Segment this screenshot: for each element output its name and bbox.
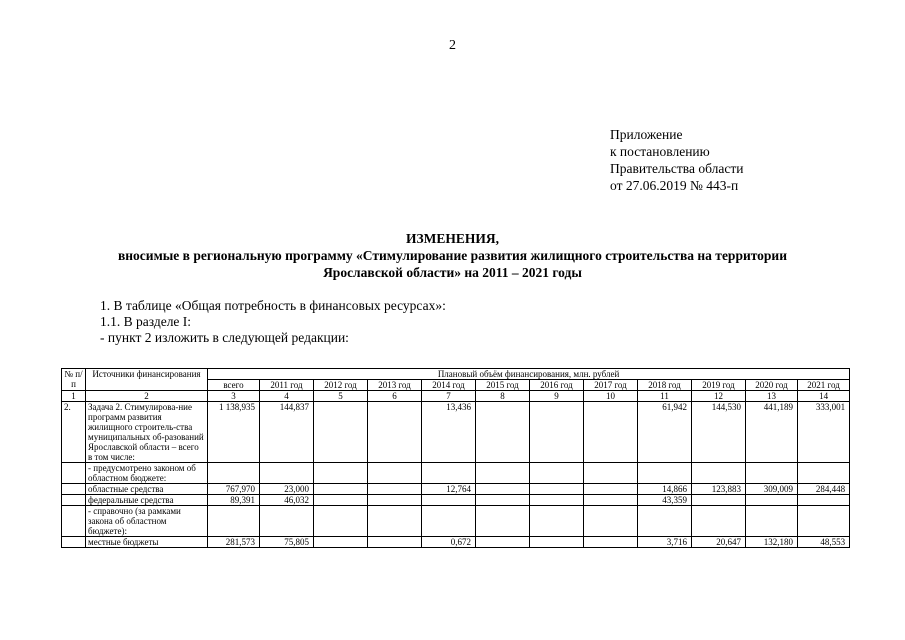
funding-value: 767,970 — [208, 484, 260, 495]
header-year: 2012 год — [314, 380, 368, 391]
funding-value — [260, 463, 314, 484]
funding-value — [584, 402, 638, 463]
funding-value — [208, 506, 260, 537]
header-year: 2018 год — [638, 380, 692, 391]
column-number: 5 — [314, 391, 368, 402]
funding-value: 89,391 — [208, 495, 260, 506]
column-number: 11 — [638, 391, 692, 402]
header-year: 2021 год — [798, 380, 850, 391]
column-number: 6 — [368, 391, 422, 402]
table-row — [62, 402, 850, 463]
funding-value — [798, 495, 850, 506]
funding-value: 333,001 — [798, 402, 850, 463]
funding-value — [746, 495, 798, 506]
funding-value — [692, 495, 746, 506]
funding-value: 75,805 — [260, 537, 314, 548]
header-year: 2013 год — [368, 380, 422, 391]
appendix-line: к постановлению — [610, 144, 710, 159]
header-year: 2020 год — [746, 380, 798, 391]
funding-value — [476, 484, 530, 495]
header-no: № п/п — [62, 369, 86, 391]
funding-value — [422, 463, 476, 484]
document-title — [40, 230, 865, 281]
funding-value — [584, 484, 638, 495]
column-number: 7 — [422, 391, 476, 402]
paragraph: 1. В таблице «Общая потребность в финансовых ресурсах»: — [100, 298, 446, 313]
header-year: 2019 год — [692, 380, 746, 391]
funding-value: 13,436 — [422, 402, 476, 463]
funding-value — [476, 506, 530, 537]
table-row — [62, 495, 850, 506]
funding-value: 20,647 — [692, 537, 746, 548]
appendix-line: Правительства области — [610, 161, 744, 176]
column-number-row — [62, 391, 850, 402]
appendix-line: Приложение — [610, 127, 683, 142]
funding-value: 284,448 — [798, 484, 850, 495]
funding-value — [584, 463, 638, 484]
funding-value — [584, 506, 638, 537]
funding-source: областные средства — [86, 484, 208, 495]
row-number — [62, 463, 86, 484]
column-number: 1 — [62, 391, 86, 402]
header-year: 2011 год — [260, 380, 314, 391]
funding-value — [314, 506, 368, 537]
funding-value — [314, 463, 368, 484]
funding-value: 3,716 — [638, 537, 692, 548]
funding-value — [798, 506, 850, 537]
funding-value — [692, 506, 746, 537]
funding-value — [692, 463, 746, 484]
table-row — [62, 506, 850, 537]
financing-table — [61, 368, 850, 548]
table-row — [62, 484, 850, 495]
funding-value — [314, 484, 368, 495]
page-number: 2 — [449, 38, 456, 53]
funding-value — [368, 402, 422, 463]
funding-value — [530, 506, 584, 537]
paragraph: 1.1. В разделе I: — [100, 314, 192, 329]
row-number — [62, 506, 86, 537]
header-year: 2016 год — [530, 380, 584, 391]
funding-value: 43,359 — [638, 495, 692, 506]
column-number: 10 — [584, 391, 638, 402]
funding-source: федеральные средства — [86, 495, 208, 506]
paragraphs — [100, 298, 446, 346]
funding-value — [260, 506, 314, 537]
funding-value: 61,942 — [638, 402, 692, 463]
funding-value — [530, 537, 584, 548]
funding-value: 1 138,935 — [208, 402, 260, 463]
funding-value: 0,672 — [422, 537, 476, 548]
funding-value — [476, 402, 530, 463]
table-row — [62, 537, 850, 548]
title-line: вносимые в региональную программу «Стимулирование развития жилищного строительства на территории — [117, 248, 787, 263]
funding-value — [476, 537, 530, 548]
title-line: Ярославской области» на 2011 – 2021 годы — [323, 265, 582, 280]
funding-value — [208, 463, 260, 484]
funding-source: - справочно (за рамками закона об областном бюджете): — [86, 506, 208, 537]
header-year: всего — [208, 380, 260, 391]
column-number: 12 — [692, 391, 746, 402]
header-planned: Плановый объём финансирования, млн. рублей — [208, 369, 850, 380]
funding-value — [314, 537, 368, 548]
funding-value: 123,883 — [692, 484, 746, 495]
column-number: 14 — [798, 391, 850, 402]
funding-value: 441,189 — [746, 402, 798, 463]
row-number — [62, 484, 86, 495]
funding-value — [530, 484, 584, 495]
funding-value — [638, 506, 692, 537]
appendix-line: от 27.06.2019 № 443-п — [610, 178, 739, 193]
header-source: Источники финансирования — [86, 369, 208, 391]
funding-value — [746, 506, 798, 537]
funding-value — [368, 463, 422, 484]
funding-value — [476, 495, 530, 506]
funding-value: 281,573 — [208, 537, 260, 548]
funding-value — [368, 484, 422, 495]
paragraph: - пункт 2 изложить в следующей редакции: — [100, 330, 349, 345]
funding-value — [584, 495, 638, 506]
column-number: 3 — [208, 391, 260, 402]
funding-value — [530, 463, 584, 484]
row-number: 2. — [62, 402, 86, 463]
funding-value: 309,009 — [746, 484, 798, 495]
funding-source: Задача 2. Стимулирова-ние программ развития жилищного строитель-ства муниципальных об-разований Ярославской области – всего в том числе: — [86, 402, 208, 463]
funding-value — [530, 495, 584, 506]
funding-value: 23,000 — [260, 484, 314, 495]
funding-source: местные бюджеты — [86, 537, 208, 548]
column-number: 4 — [260, 391, 314, 402]
header-year: 2015 год — [476, 380, 530, 391]
funding-value: 144,530 — [692, 402, 746, 463]
funding-value — [368, 495, 422, 506]
header-year: 2014 год — [422, 380, 476, 391]
header-row — [62, 369, 850, 380]
funding-value — [746, 463, 798, 484]
funding-value — [530, 402, 584, 463]
funding-value — [584, 537, 638, 548]
funding-value — [368, 506, 422, 537]
funding-value — [422, 495, 476, 506]
funding-value: 46,032 — [260, 495, 314, 506]
funding-value — [314, 402, 368, 463]
funding-value: 14,866 — [638, 484, 692, 495]
funding-source: - предусмотрено законом об областном бюджете: — [86, 463, 208, 484]
funding-value: 12,764 — [422, 484, 476, 495]
funding-value — [422, 506, 476, 537]
funding-value: 48,553 — [798, 537, 850, 548]
table-row — [62, 463, 850, 484]
row-number — [62, 537, 86, 548]
column-number: 9 — [530, 391, 584, 402]
funding-value — [314, 495, 368, 506]
funding-value: 132,180 — [746, 537, 798, 548]
row-number — [62, 495, 86, 506]
header-year: 2017 год — [584, 380, 638, 391]
funding-value — [638, 463, 692, 484]
column-number: 8 — [476, 391, 530, 402]
column-number: 2 — [86, 391, 208, 402]
title-line: ИЗМЕНЕНИЯ, — [405, 231, 499, 246]
funding-value — [476, 463, 530, 484]
appendix-block — [610, 126, 743, 194]
funding-value — [368, 537, 422, 548]
funding-value — [798, 463, 850, 484]
column-number: 13 — [746, 391, 798, 402]
funding-value: 144,837 — [260, 402, 314, 463]
